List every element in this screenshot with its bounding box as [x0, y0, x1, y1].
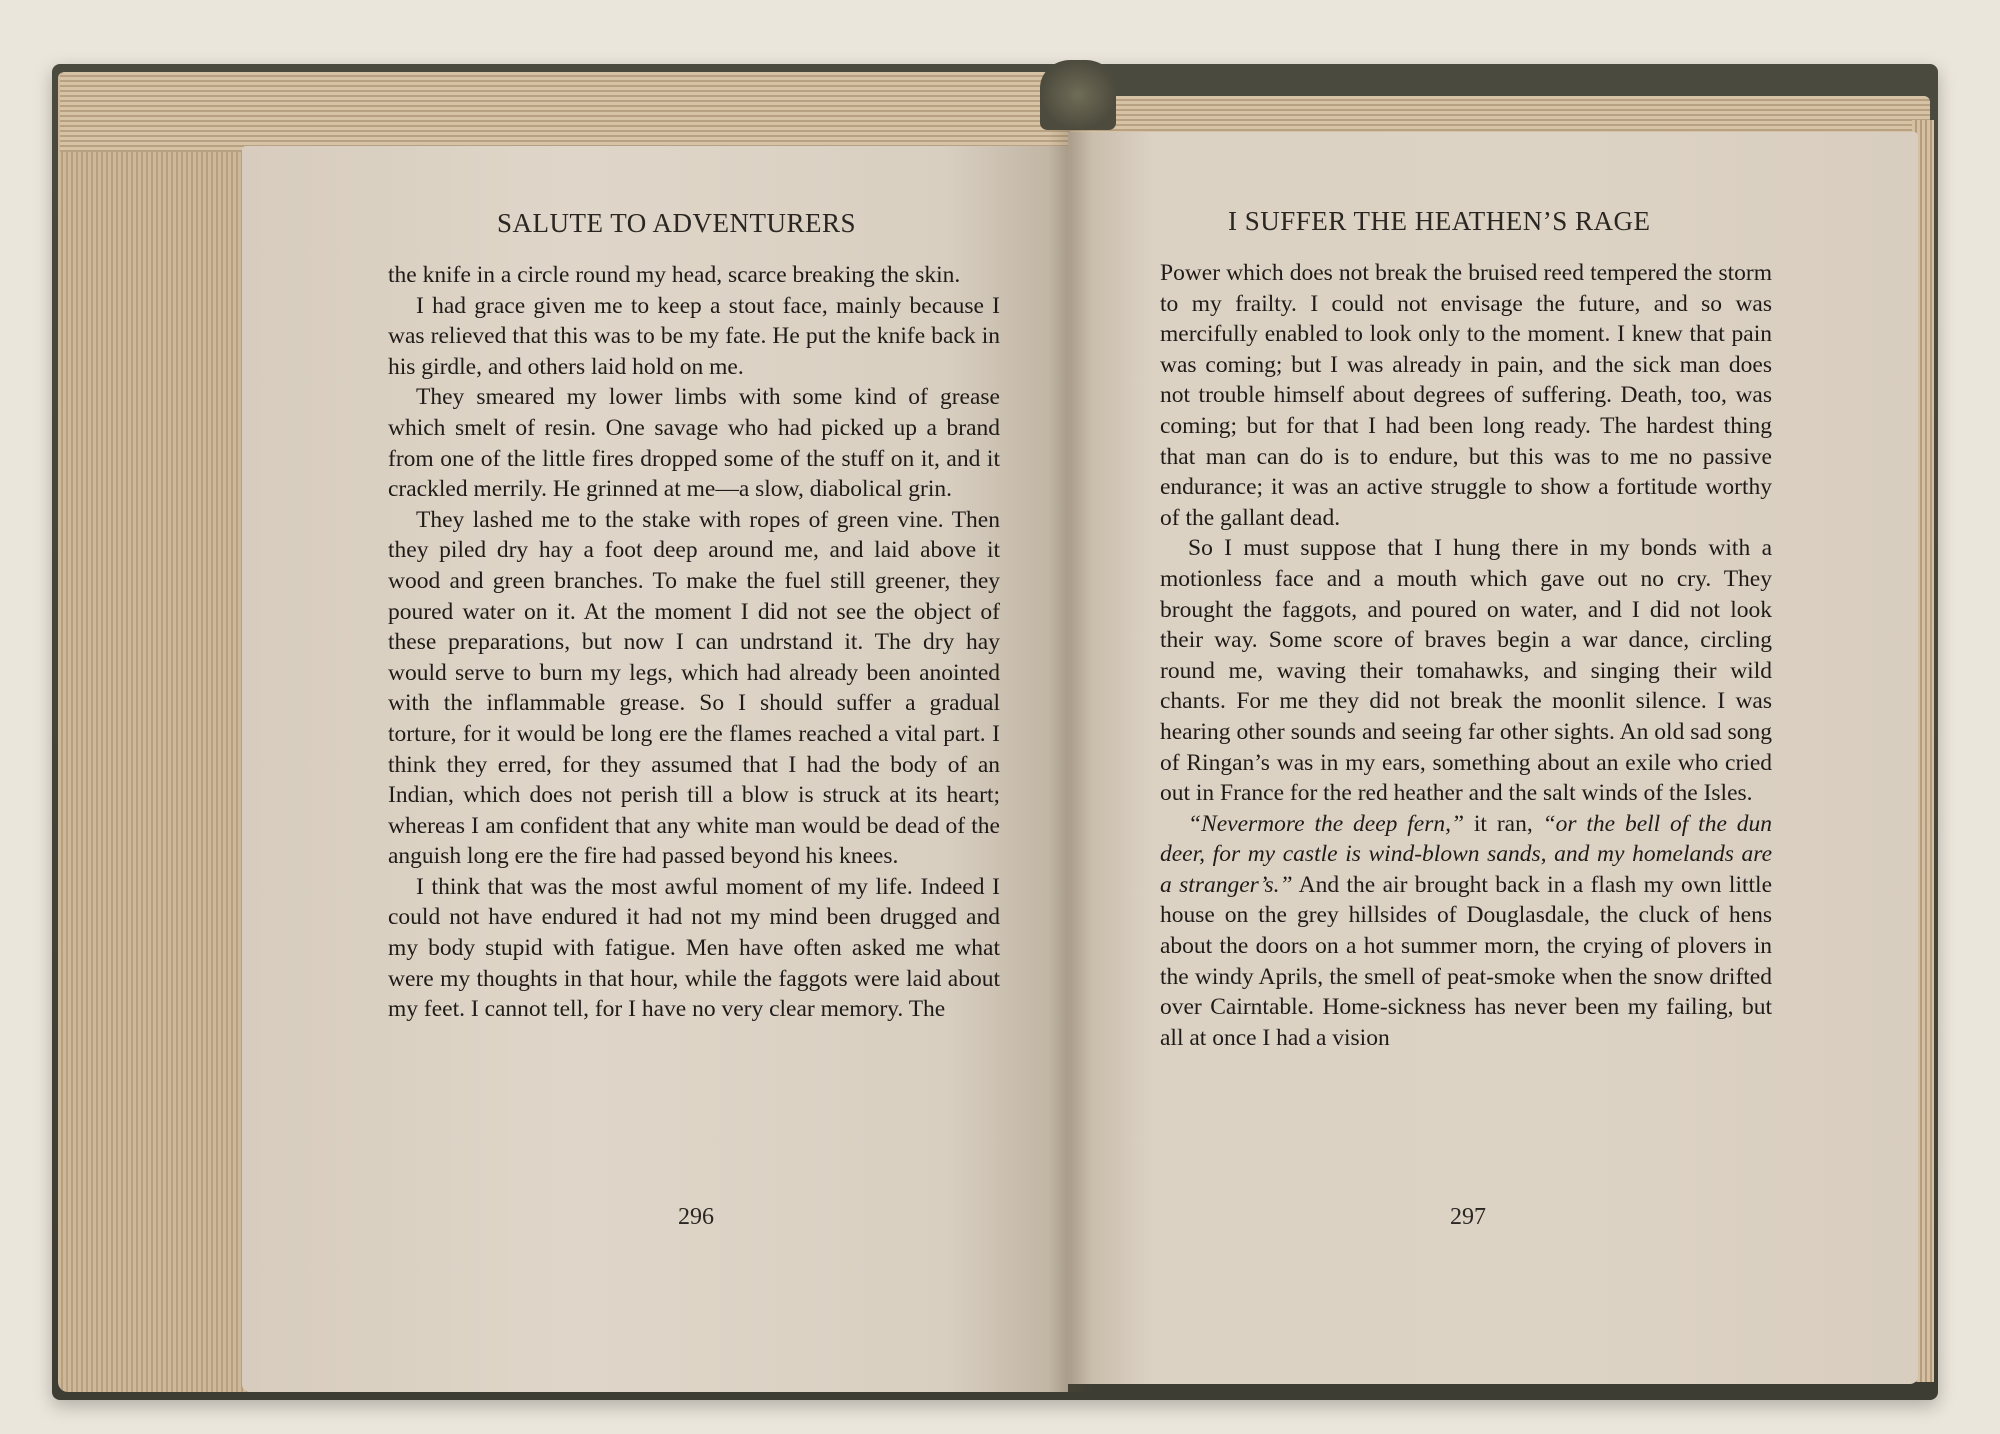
left-paragraph-5: I think that was the most awful moment of my life. Indeed I could not have endured it had not my mind been drugged and my body stupid with fatigue. Men have often asked me what were my thoughts in that hour, while the faggots were laid about my feet. I cannot tell, for I have no very clear memory. The [388, 873, 1000, 1023]
right-paragraph-3 [1160, 809, 1772, 1054]
page-edges-left [58, 72, 254, 1392]
quote-fragment-2: “or the bell of the dun deer, for my castle is wind-blown sands, and my homelands are a stranger’s.” [1160, 810, 1772, 898]
left-page-number: 296 [678, 1204, 714, 1230]
right-text-block [1160, 258, 1772, 1053]
right-paragraph-2: So I must suppose that I hung there in my bonds with a motionless face and a mouth which gave out no cry. They brought the faggots, and poured on water, and I did not look their way. Some score of braves begin a war dance, circling round me, waving their tomahawks, and singing their wild chants. For me they did not break the moonlit silence. I was hearing other sounds and seeing far other sights. An old sad song of Ringan’s was in my ears, something about an exile who cried out in France for the red heather and the salt winds of the Isles. [1160, 535, 1772, 807]
right-running-head: I SUFFER THE HEATHEN’S RAGE [1228, 206, 1651, 236]
book-spine [1040, 60, 1116, 130]
right-paragraph-1: Power which does not break the bruised reed tempered the storm to my frailty. I could not envisage the future, and so was mercifully enabled to look only to the moment. I knew that pain was coming; but I was already in pain, and the sick man does not trouble himself about degrees of suffering. Death, too, was coming; but for that I had been long ready. The hardest thing that man can do is to endure, but this was to me no passive endurance; it was an active struggle to show a fortitude worthy of the gallant dead. [1160, 260, 1772, 531]
left-running-head: SALUTE TO ADVENTURERS [497, 208, 857, 238]
quote-fragment-1: “Nevermore the deep fern,” [1188, 810, 1465, 837]
left-paragraph-4: They lashed me to the stake with ropes of green vine. Then they piled dry hay a foot deep around me, and laid above it wood and green branches. To make the fuel still greener, they poured water on it. At the moment I did not see the object of these preparations, but now I can undrstand it. The dry hay would serve to burn my legs, which had already been anointed with the inflammable grease. So I should suffer a gradual torture, for it would be long ere the flames reached a vital part. I think they erred, for they assumed that I had the body of an Indian, which does not perish till a blow is struck at its heart; whereas I am confident that any white man would be dead of the anguish long ere the fire had passed beyond his knees. [388, 506, 1000, 870]
quote-connector-1: it ran, [1464, 810, 1543, 837]
left-paragraph-2: I had grace given me to keep a stout face, mainly because I was relieved that this was to be my fate. He put the knife back in his girdle, and others laid hold on me. [388, 292, 1000, 380]
page-edges-top-left [60, 72, 1070, 152]
left-paragraph-1: the knife in a circle round my head, scarce breaking the skin. [388, 262, 961, 288]
right-page-number: 297 [1450, 1204, 1486, 1230]
book-gutter [1048, 130, 1092, 1392]
quote-continuation: And the air brought back in a flash my own little house on the grey hillsides of Douglasdale, the cluck of hens about the doors on a hot summer morn, the crying of plovers in the windy Aprils, the smell of peat-smoke when the snow drifted over Cairntable. Home-sickness has never been my failing, but all at once I had a vision [1160, 871, 1773, 1051]
left-text-block [388, 260, 1000, 1025]
left-paragraph-3: They smeared my lower limbs with some kind of grease which smelt of resin. One savage who had picked up a brand from one of the little fires dropped some of the stuff on it, and it crackled merrily. He grinned at me—a slow, diabolical grin. [388, 384, 1000, 503]
